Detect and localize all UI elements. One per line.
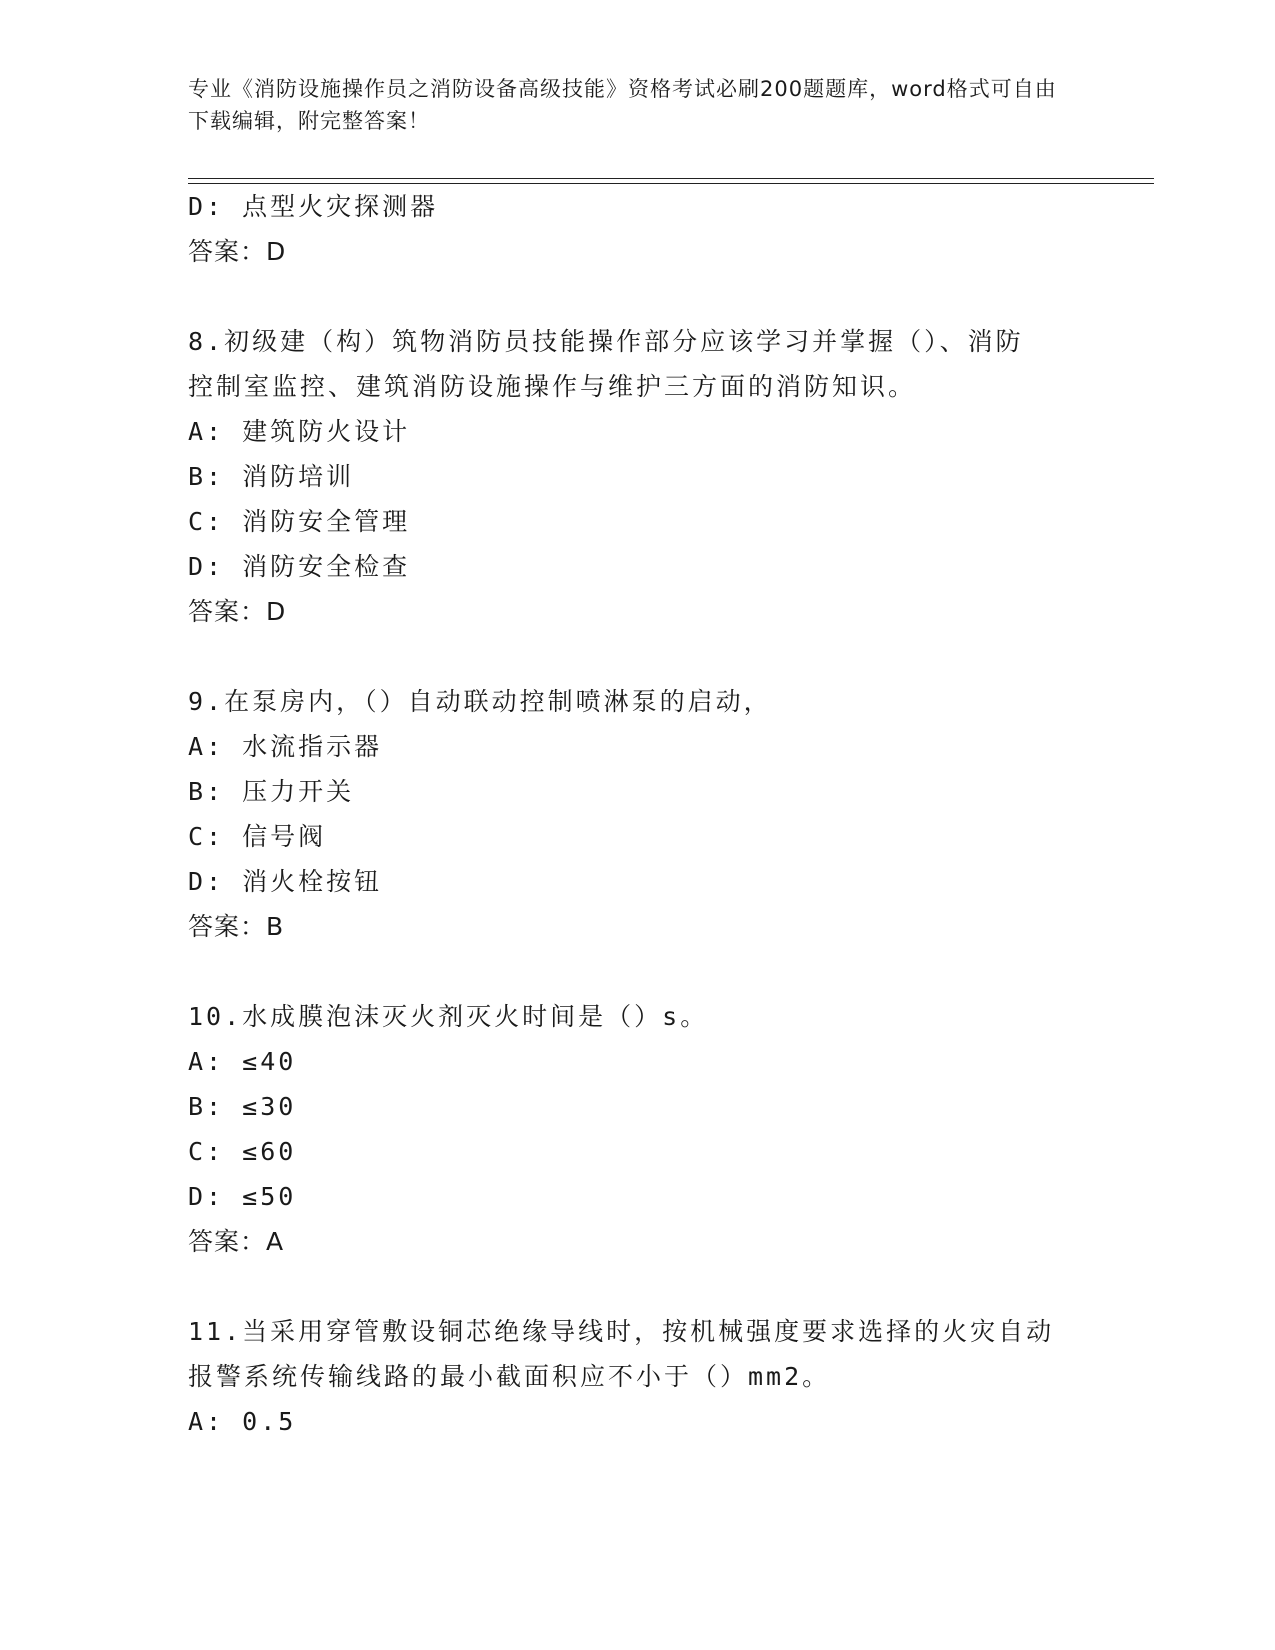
q8-stem-line2: 控制室监控、建筑消防设施操作与维护三方面的消防知识。	[188, 372, 917, 401]
q9-option-b: B: 压力开关	[188, 777, 355, 806]
q10-option-c: C: ≤60	[188, 1137, 297, 1166]
q8-option-a: A: 建筑防火设计	[188, 417, 411, 446]
header-divider-top	[188, 178, 1154, 179]
q11-stem-line2: 报警系统传输线路的最小截面积应不小于（）mm2。	[188, 1362, 831, 1391]
q11-option-a: A: 0.5	[188, 1407, 297, 1436]
q10-option-d: D: ≤50	[188, 1182, 297, 1211]
q8-answer: 答案：D	[188, 597, 287, 626]
document-header: 专业《消防设施操作员之消防设备高级技能》资格考试必刷200题题库，word格式可自由下载编辑，附完整答案！	[188, 77, 1057, 133]
q9-answer: 答案：B	[188, 912, 285, 941]
q10-option-a: A: ≤40	[188, 1047, 297, 1076]
q11-stem-line1: 11.当采用穿管敷设铜芯绝缘导线时，按机械强度要求选择的火灾自动	[188, 1317, 1055, 1346]
q9-option-d: D: 消火栓按钮	[188, 867, 383, 896]
q8-stem-line1: 8.初级建（构）筑物消防员技能操作部分应该学习并掌握（）、消防	[188, 327, 1024, 356]
q10-stem-line1: 10.水成膜泡沫灭火剂灭火时间是（）s。	[188, 1002, 709, 1031]
q7-answer: 答案：D	[188, 237, 287, 266]
q10-option-b: B: ≤30	[188, 1092, 297, 1121]
q9-option-c: C: 信号阀	[188, 822, 327, 851]
q9-option-a: A: 水流指示器	[188, 732, 383, 761]
header-divider-bottom	[188, 183, 1154, 184]
q8-option-b: B: 消防培训	[188, 462, 355, 491]
q8-option-d: D: 消防安全检查	[188, 552, 411, 581]
q8-option-c: C: 消防安全管理	[188, 507, 411, 536]
q7-option-d: D: 点型火灾探测器	[188, 192, 439, 221]
q9-stem-line1: 9.在泵房内，（）自动联动控制喷淋泵的启动，	[188, 687, 772, 716]
q10-answer: 答案：A	[188, 1227, 285, 1256]
